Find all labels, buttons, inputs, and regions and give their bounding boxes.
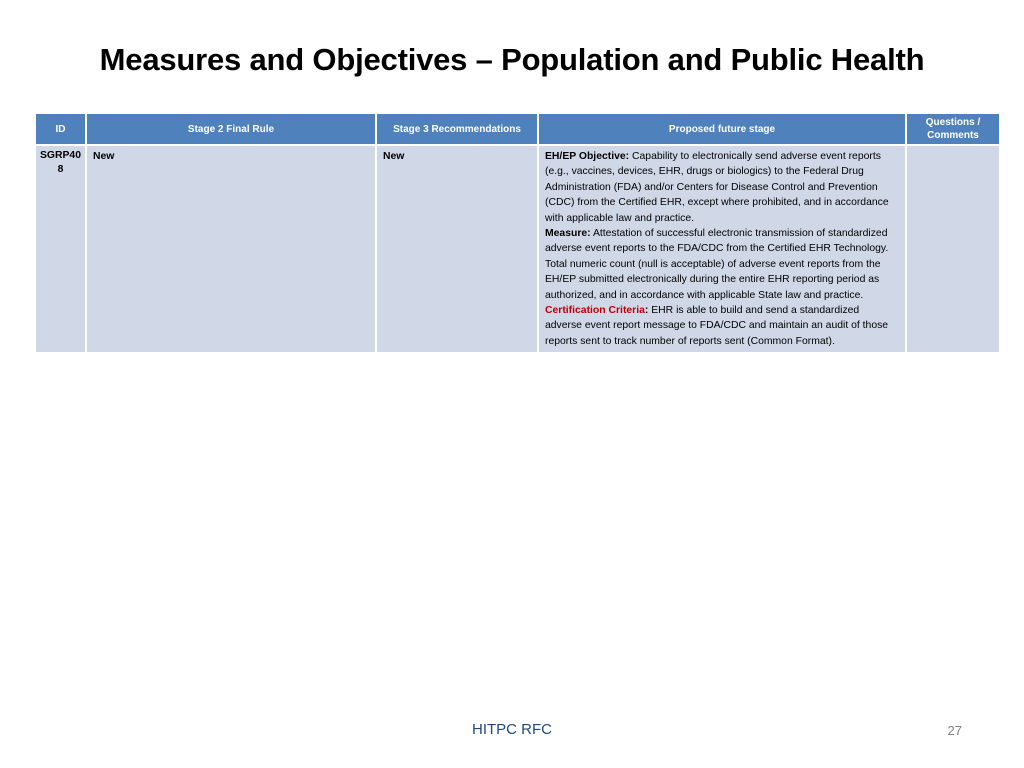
table-header-row: [35, 113, 1000, 145]
cell-questions: [906, 145, 1000, 353]
objective-text: Capability to electronically send adverse event reports (e.g., vaccines, devices, EHR, drugs or biologics) to the Federal Drug Administration (FDA) and/or Centers for Disease Control and Prevention (CDC) from the Certified EHR, except where prohibited, and in accordance with applicable law and practice.: [545, 151, 889, 224]
measures-table: [34, 112, 1001, 354]
footer-text: HITPC RFC: [472, 721, 552, 738]
cell-id: SGRP408: [35, 145, 86, 353]
measure-text: Attestation of successful electronic transmission of standardized adverse event reports to the FDA/CDC from the Certified EHR Technology. Total numeric count (null is acceptable) of adverse event reports from the EH/EP submitted electronically during the entire EHR reporting period as authorized, and in accordance with applicable State law and practice.: [545, 228, 889, 301]
certification-label: Certification Criteria: [545, 305, 645, 317]
header-id: ID: [35, 113, 86, 145]
header-questions: Questions / Comments: [906, 113, 1000, 145]
page-number: 27: [947, 723, 962, 738]
header-proposed: Proposed future stage: [538, 113, 906, 145]
cell-stage3: New: [376, 145, 538, 353]
header-stage2: Stage 2 Final Rule: [86, 113, 376, 145]
cell-proposed: [538, 145, 906, 353]
header-stage3: Stage 3 Recommendations: [376, 113, 538, 145]
measure-label: Measure:: [545, 228, 591, 240]
slide-title: Measures and Objectives – Population and Public Health: [99, 42, 925, 77]
certification-text: EHR is able to build and send a standardized adverse event report message to FDA/CDC and maintain an audit of those reports sent to track number of reports sent (Common Format).: [545, 305, 889, 347]
certification-colon: :: [644, 305, 649, 317]
objective-label: EH/EP Objective:: [545, 151, 630, 162]
table-row: [35, 145, 1000, 353]
cell-stage2: New: [86, 145, 376, 353]
